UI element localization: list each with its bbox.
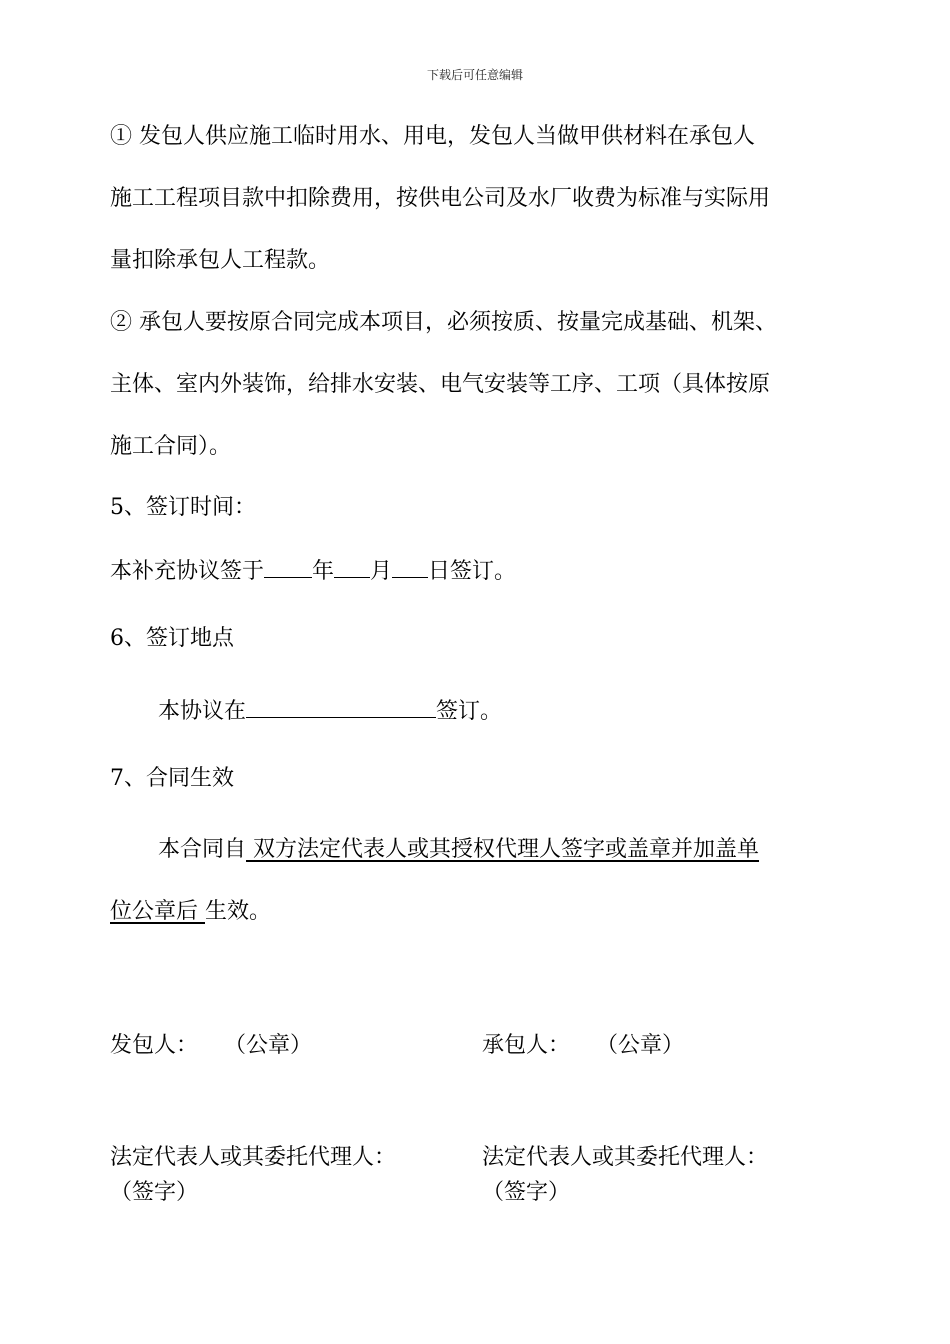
effect-line-1	[158, 835, 898, 865]
contractor-seal: （公章）	[596, 1033, 685, 1058]
year-blank	[264, 555, 312, 578]
effect-condition-part-2: 位公章后	[110, 899, 205, 924]
header-note: 下载后可任意编辑	[426, 68, 523, 82]
sign-time-heading: 5、签订时间：	[110, 495, 256, 520]
day-suffix: 日签订。	[428, 559, 517, 584]
place-blank	[246, 695, 436, 718]
clause-2-line-2: 主体、室内外装饰，给排水安装、电气安装等工序、工项（具体按原	[110, 372, 771, 397]
contractor-signature: （签字）	[482, 1180, 571, 1205]
employer-signature: （签字）	[110, 1180, 199, 1205]
sign-place-prefix: 本协议在	[158, 699, 247, 724]
employer-seal: （公章）	[224, 1033, 313, 1058]
employer-party	[110, 1031, 312, 1061]
effect-heading: 7、合同生效	[110, 766, 234, 791]
sign-place-suffix: 签订。	[436, 699, 503, 724]
clause-1-line-1: ① 发包人供应施工临时用水、用电，发包人当做甲供材料在承包人	[110, 124, 755, 149]
month-label: 月	[370, 559, 393, 584]
contractor-label: 承包人：	[482, 1033, 571, 1058]
clause-2-line-3: 施工合同）。	[110, 434, 232, 459]
effect-condition-part-1: 双方法定代表人或其授权代理人签字或盖章并加盖单	[246, 837, 760, 862]
sign-place-heading: 6、签订地点	[110, 626, 234, 651]
year-label: 年	[312, 559, 335, 584]
clause-1-line-3: 量扣除承包人工程款。	[110, 248, 331, 273]
contractor-representative: 法定代表人或其委托代理人：	[482, 1145, 769, 1170]
employer-representative: 法定代表人或其委托代理人：	[110, 1145, 397, 1170]
effect-line-2	[110, 897, 850, 927]
contractor-party	[482, 1031, 684, 1061]
sign-time-line	[110, 555, 850, 587]
sign-time-prefix: 本补充协议签于	[110, 559, 265, 584]
clause-2-line-1: ② 承包人要按原合同完成本项目，必须按质、按量完成基础、机架、	[110, 310, 777, 335]
clause-1-line-2: 施工工程项目款中扣除费用，按供电公司及水厂收费为标准与实际用	[110, 186, 771, 211]
effect-prefix: 本合同自	[158, 837, 247, 862]
month-blank	[334, 555, 370, 578]
day-blank	[392, 555, 428, 578]
sign-place-line	[158, 695, 898, 727]
effect-suffix: 生效。	[205, 899, 272, 924]
employer-label: 发包人：	[110, 1033, 199, 1058]
